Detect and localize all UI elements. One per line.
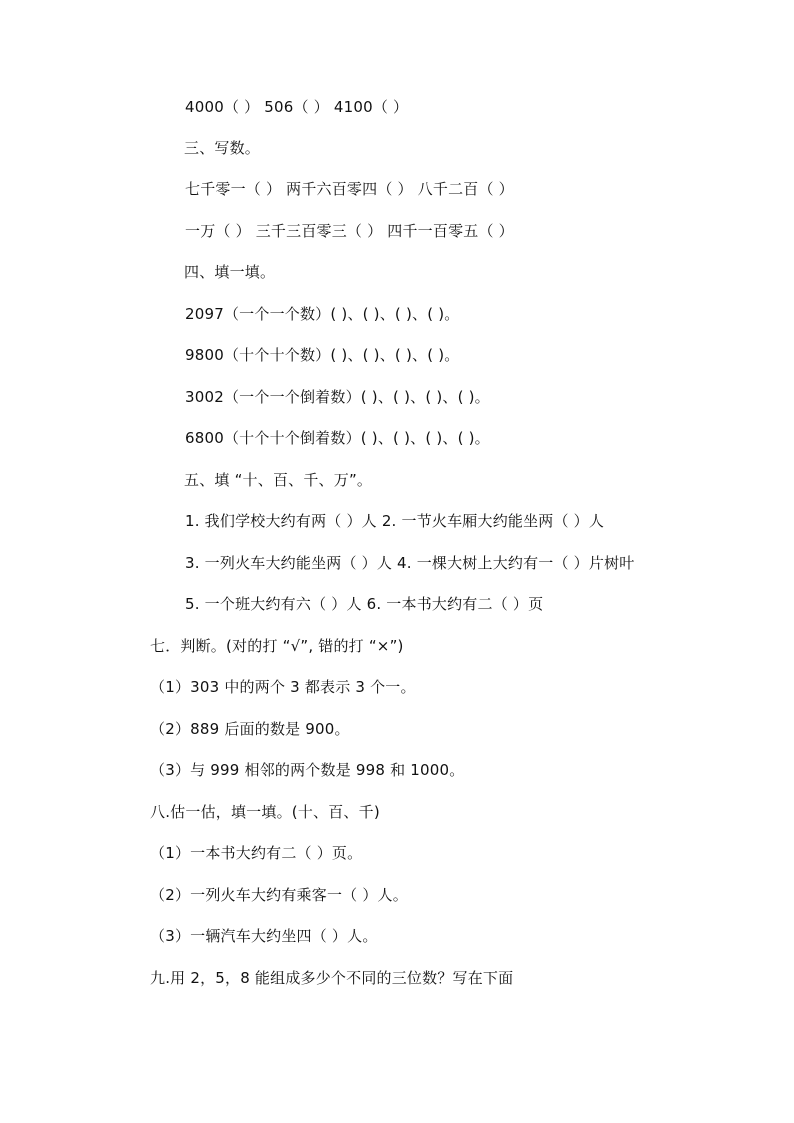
section-heading-units: 五、填 “十、百、千、万”。 xyxy=(184,471,373,489)
section-heading-fill-in: 四、填一填。 xyxy=(184,263,276,281)
count-row-2: 9800（十个十个数）( )、( )、( )、( )。 xyxy=(185,346,460,364)
units-row-2: 3. 一列火车大约能坐两（ ）人 4. 一棵大树上大约有一（ ）片树叶 xyxy=(185,554,635,572)
units-row-3: 5. 一个班大约有六（ ）人 6. 一本书大约有二（ ）页 xyxy=(185,595,544,613)
judge-item-2: （2）889 后面的数是 900。 xyxy=(150,720,350,738)
section-heading-write-numbers: 三、写数。 xyxy=(184,139,261,157)
units-row-1: 1. 我们学校大约有两（ ）人 2. 一节火车厢大约能坐两（ ）人 xyxy=(185,512,605,530)
read-number-row: 4000（ ） 506（ ） 4100（ ） xyxy=(185,98,409,116)
estimate-item-3: （3）一辆汽车大约坐四（ ）人。 xyxy=(150,927,378,945)
section-heading-judge: 七．判断。(对的打 “√”, 错的打 “×”) xyxy=(150,637,404,655)
write-number-row-1: 七千零一（ ） 两千六百零四（ ） 八千二百（ ） xyxy=(185,180,514,198)
estimate-item-2: （2）一列火车大约有乘客一（ ）人。 xyxy=(150,886,408,904)
count-row-1: 2097（一个一个数）( )、( )、( )、( )。 xyxy=(185,305,460,323)
estimate-item-1: （1）一本书大约有二（ ）页。 xyxy=(150,844,363,862)
judge-item-3: （3）与 999 相邻的两个数是 998 和 1000。 xyxy=(150,761,465,779)
count-row-3: 3002（一个一个倒着数）( )、( )、( )、( )。 xyxy=(185,388,490,406)
section-heading-estimate: 八.估一估，填一填。(十、百、千) xyxy=(150,803,380,821)
count-row-4: 6800（十个十个倒着数）( )、( )、( )、( )。 xyxy=(185,429,490,447)
write-number-row-2: 一万（ ） 三千三百零三（ ） 四千一百零五（ ） xyxy=(185,222,514,240)
judge-item-1: （1）303 中的两个 3 都表示 3 个一。 xyxy=(150,678,416,696)
section-heading-three-digit: 九.用 2，5，8 能组成多少个不同的三位数？写在下面 xyxy=(150,969,514,987)
